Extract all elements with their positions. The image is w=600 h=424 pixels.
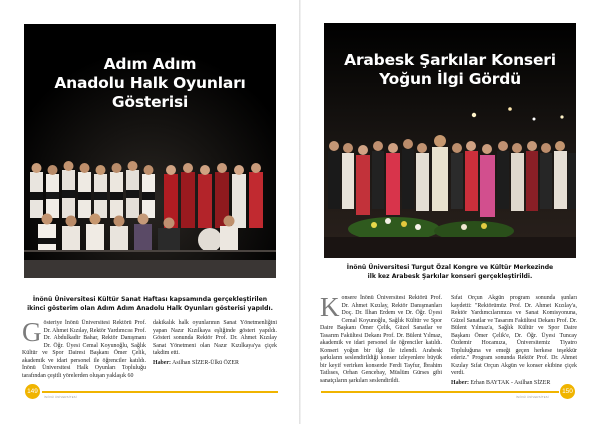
right-publication-name: İNÖNÜ ÜNİVERSİTESİ xyxy=(516,395,549,399)
left-column-2 xyxy=(153,320,277,367)
left-page-number: 149 xyxy=(25,384,40,399)
dropcap-letter: G xyxy=(22,317,42,347)
concert-photo xyxy=(324,23,576,258)
right-page-number: 150 xyxy=(560,384,575,399)
left-publication-name: İNÖNÜ ÜNİVERSİTESİ xyxy=(44,395,77,399)
left-credit: Haber: Asilhan SİZER-Ülkü ÖZER xyxy=(153,359,239,366)
right-footer-line xyxy=(321,391,559,393)
right-headline: Arabesk Şarkılar Konseri Yoğun İlgi Gördü xyxy=(344,51,556,88)
right-column-1 xyxy=(320,292,442,386)
left-col1-text: österiye İnönü Üniversitesi Rektörü Prof. Dr. Ahmet Kızılay, Rektör Yardımcısı Prof. Dr. Abdulkadir Bahar, Rektör Danışmanı Dr. Öğr. Üyesi Cemal Koyunoğlu, Sağlık Kültür ve Spor Dairesi Başkanı Ömer Çelik, akademik ve idari personel ile öğrenciler katıldı. İnönü Üniversitesi Halk Oyunları Topluluğu tarafından çeşitli yörelerden oluşan yaklaşık 60 xyxy=(22,320,146,379)
right-page xyxy=(301,0,600,424)
right-credit: Haber: Erhan BAYTAK - Asilhan SİZER xyxy=(451,380,551,387)
left-col2-text: dakikalık halk oyunlarının Sanat Yönetmenliğini yapan Nazır Kızılkaya eşliğinde gösteri yapıldı. Gösteri sonunda Rektör Prof. Dr. Ahmet Kızılay Sanat Yönetmeni olan Nazır Kızılkaya'ya çiçek takdim etti. xyxy=(153,320,277,357)
right-col2-text: Sıfat Orçun Akgün program sonunda şunları kaydetti: "Rektörümüz Prof. Dr. Ahmet Kızılay'a, Rektör Yardımcılarımıza ve Sanat Komisyonuna, Güzel Sanatlar ve Tasarım Fakültesi Dekanı Prof. Dr. Bülent Yılmaz'a, Sağlık Kültür ve Spor Daire Başkanı Ömer Çelik'e, Dr. Öğr. Üyesi Tuncay Özdemir Hocamıza, Üniversitemiz Tiyatro Topluluğuna ve emeği geçen herkese teşekkür ederiz." Program sonunda Rektör Prof. Dr. Ahmet Kızılay Sıfat Orçun Akgün ve konser ekibine çiçek verdi. xyxy=(451,295,577,377)
dropcap-letter-k: K xyxy=(320,292,340,322)
left-caption: İnönü Üniversitesi Kültür Sanat Haftası kapsamında gerçekleştirilen ikinci gösterim olan Adım Adım Anadolu Halk Oyunları gösterisi yapıldı. xyxy=(27,296,273,312)
left-headline: Adım Adım Anadolu Halk Oyunları Gösterisi xyxy=(54,55,246,111)
folk-dance-photo xyxy=(24,24,276,278)
left-footer-line xyxy=(42,391,278,393)
left-page xyxy=(0,0,299,424)
right-caption: İnönü Üniversitesi Turgut Özal Kongre ve Kültür Merkezinde ilk kez Arabesk Şarkılar konseri gerçekleştirildi. xyxy=(346,264,554,280)
right-col1-text: onsere İnönü Üniversitesi Rektörü Prof. Dr. Ahmet Kızılay, Rektör Danışmanları Doç. Dr. İlhan Erdem ve Dr. Öğr. Üyesi Cemal Koyunoğlu, Sağlık Kültür ve Spor Daire Başkanı Ömer Çelik, Güzel Sanatlar ve Tasarım Fakültesi Dekanı Prof. Dr. Bülent Yılmaz, akademik ve idari personel ile öğrenciler katıldı. Konseri yoğun bir ilgi ile izlendi. Arabesk şarkıların seslendirildiği konser izleyenlere büyük bir keyif verirken konserde Ferdi Tayfur, İbrahim Tatlıses, Orhan Gencebay, Müslüm Gürses gibi sanatçıların şarkıları seslendirildi. xyxy=(320,295,442,385)
left-column-1 xyxy=(22,317,146,380)
right-column-2 xyxy=(451,295,577,388)
